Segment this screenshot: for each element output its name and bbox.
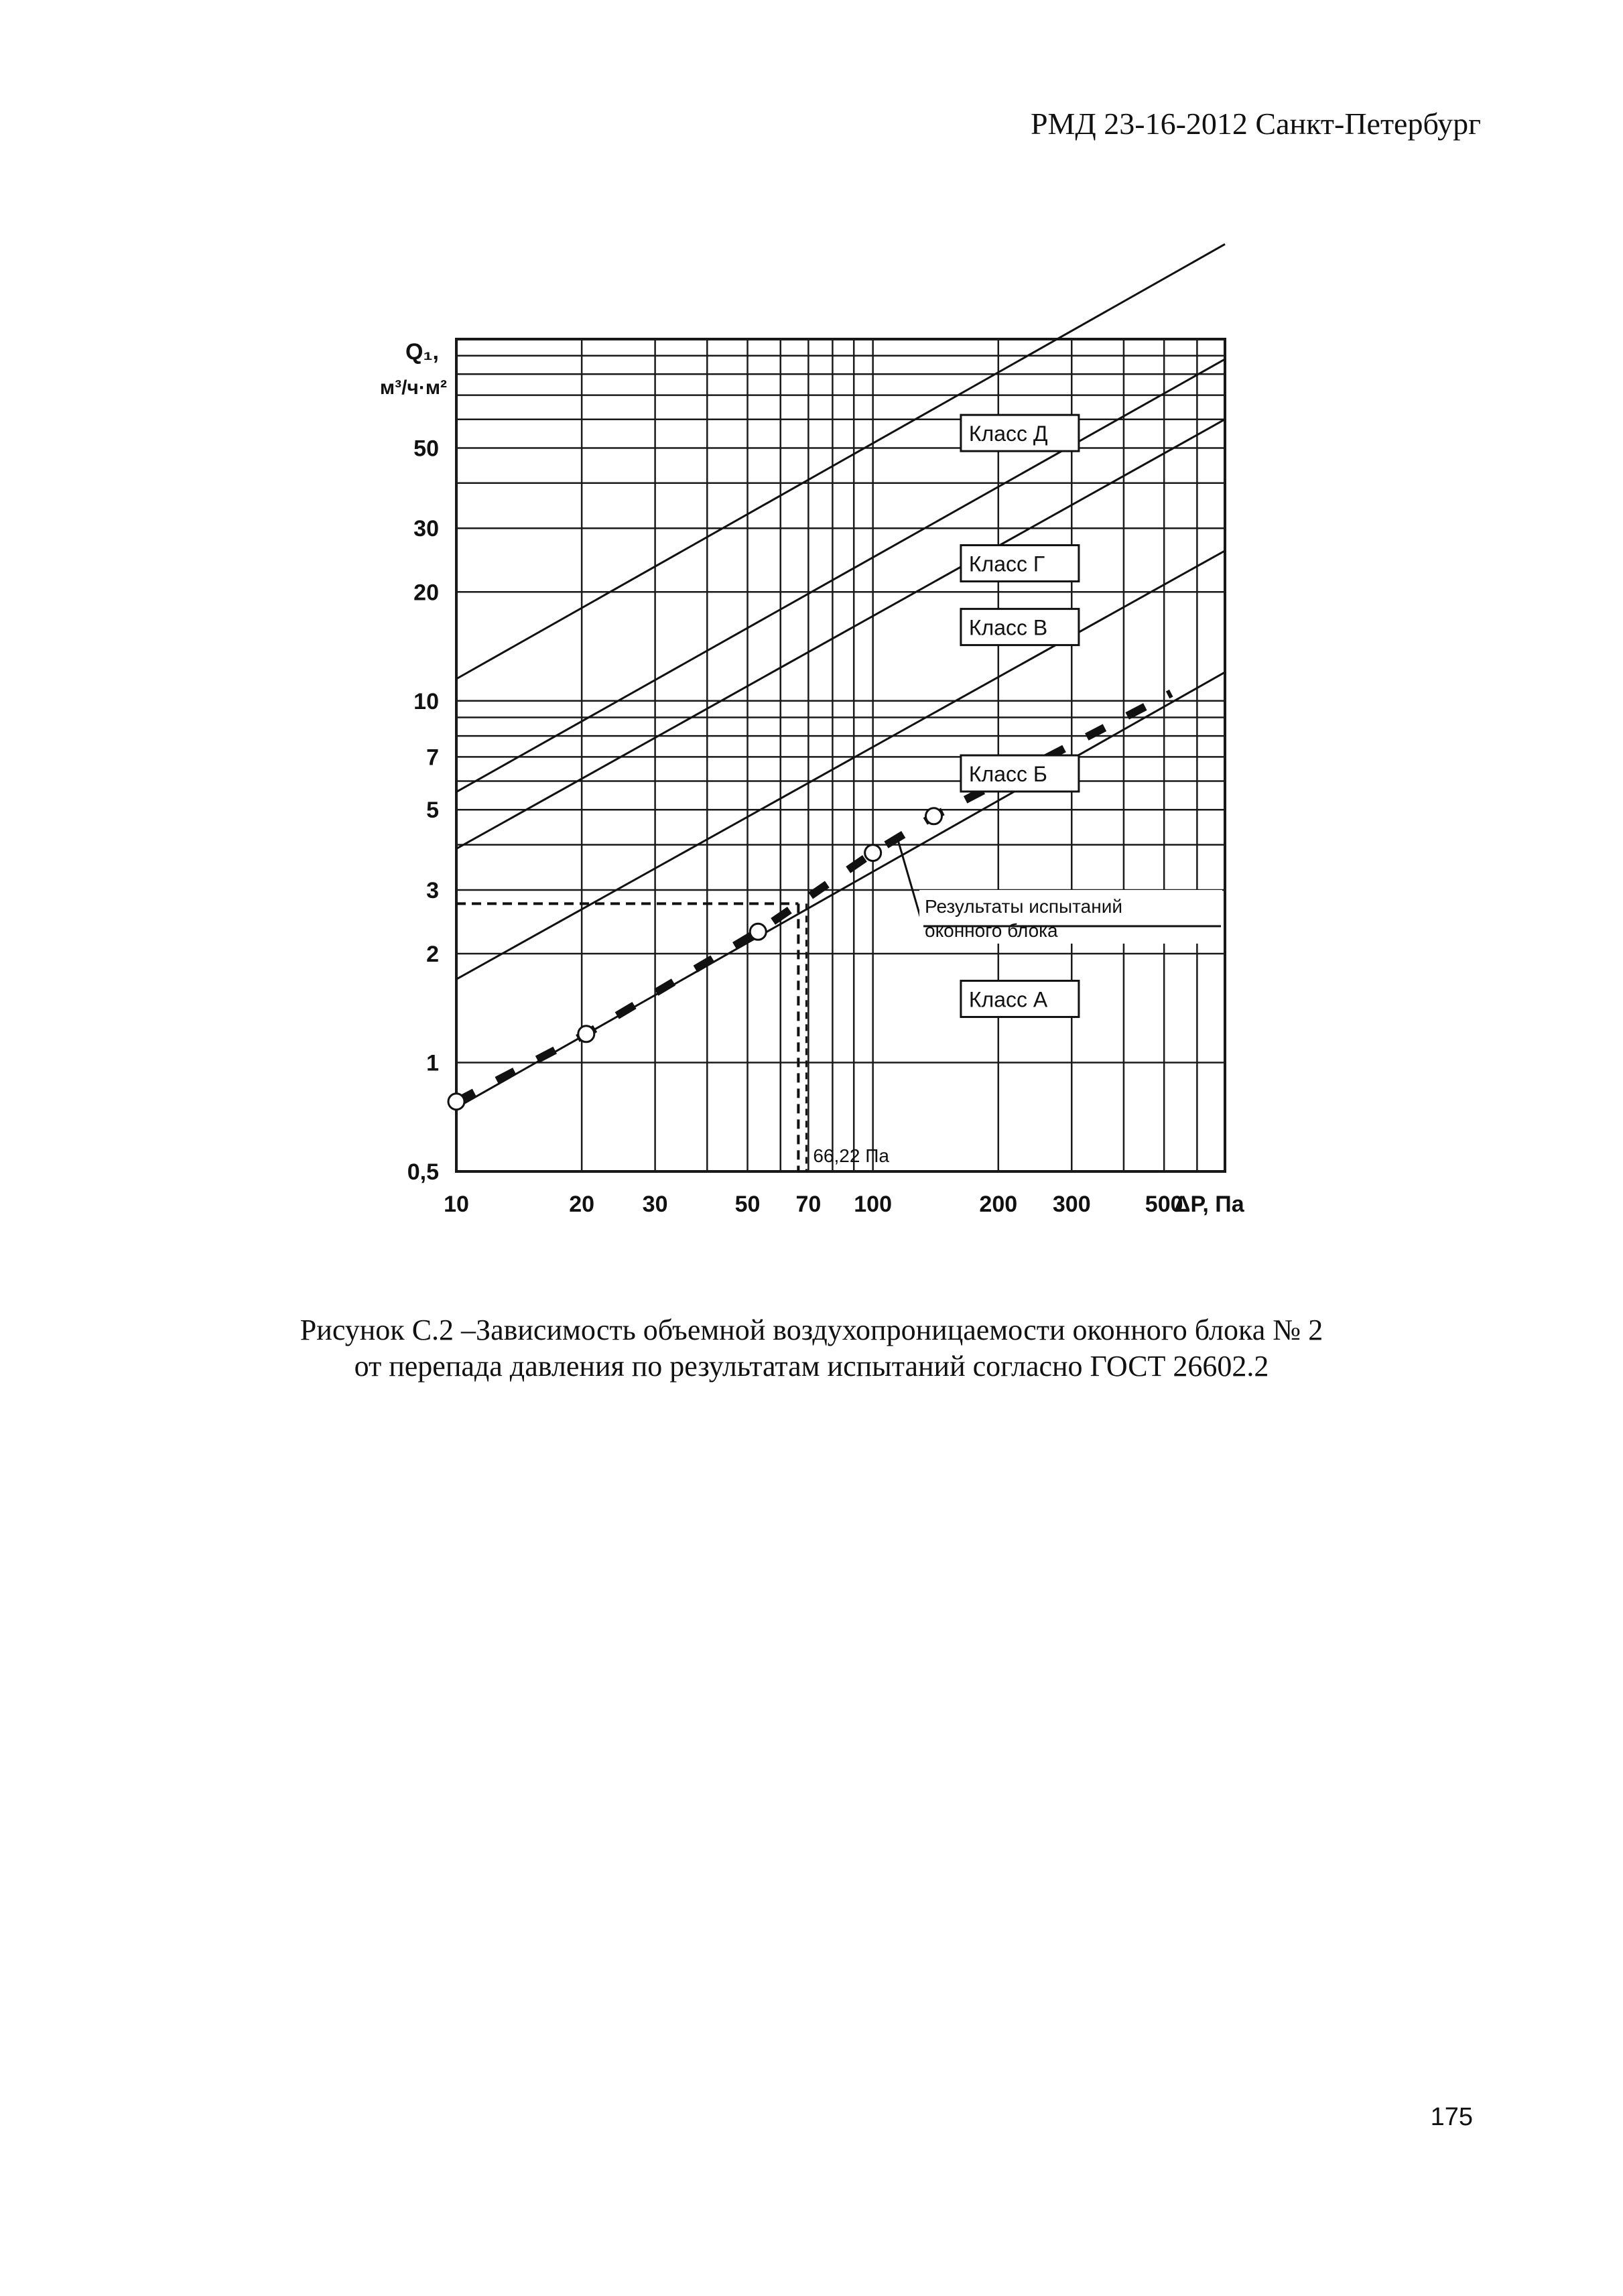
annotation-text-1: Результаты испытаний [925,896,1122,917]
page-number: 175 [1430,2103,1473,2131]
test-point [750,923,766,940]
x-tick-label: 30 [642,1192,668,1217]
class-label: Класс В [968,615,1048,640]
test-point [578,1026,594,1042]
y-tick-label: 5 [426,798,439,824]
x-tick-label: 100 [854,1192,893,1217]
test-annotation [898,841,1222,944]
chart-grid [456,339,1225,1171]
class-label: Класс Б [968,762,1047,787]
x-tick-label: 10 [444,1192,469,1217]
x-axis-title: ΔР, Па [1174,1192,1244,1217]
test-point [925,808,942,824]
class-boundary-line [456,244,1225,679]
x-tick-label: 200 [979,1192,1018,1217]
x-tick-label: 20 [569,1192,595,1217]
annotation-text-2: оконного блока [925,920,1058,941]
y-axis-title-line-1: Q₁, [405,339,439,365]
y-tick-label: 3 [426,877,439,903]
y-tick-label: 7 [426,745,439,771]
y-tick-label: 1 [426,1050,439,1076]
y-tick-label: 20 [413,580,439,606]
class-label: Класс Д [968,422,1048,446]
y-tick-label: 2 [426,942,439,968]
class-label: Класс Г [968,552,1045,576]
caption-line-2: от перепада давления по результатам испытаний согласно ГОСТ 26602.2 [354,1350,1269,1383]
plot-frame [456,339,1225,1171]
x-tick-label: 50 [734,1192,761,1217]
test-point [865,845,881,861]
y-axis-title-line-2: м³/ч·м² [379,377,447,399]
reference-label: 66,22 Па [813,1145,889,1166]
class-label: Класс А [968,987,1048,1012]
class-boundary-line [456,359,1225,792]
y-tick-label: 10 [413,688,439,714]
page-header: РМД 23-16-2012 Санкт-Петербург [1030,107,1481,141]
y-tick-label: 30 [413,516,439,542]
x-tick-label: 500 [1145,1192,1183,1217]
figure-caption [0,1312,1623,1385]
axis-titles [380,339,1245,1217]
test-point [448,1094,464,1110]
x-tick-label: 300 [1052,1192,1091,1217]
x-tick-label: 70 [795,1192,822,1217]
y-tick-label: 50 [413,436,439,462]
y-tick-label: 0,5 [407,1159,439,1185]
caption-line-1: Рисунок С.2 –Зависимость объемной воздухопроницаемости оконного блока № 2 [300,1314,1323,1346]
